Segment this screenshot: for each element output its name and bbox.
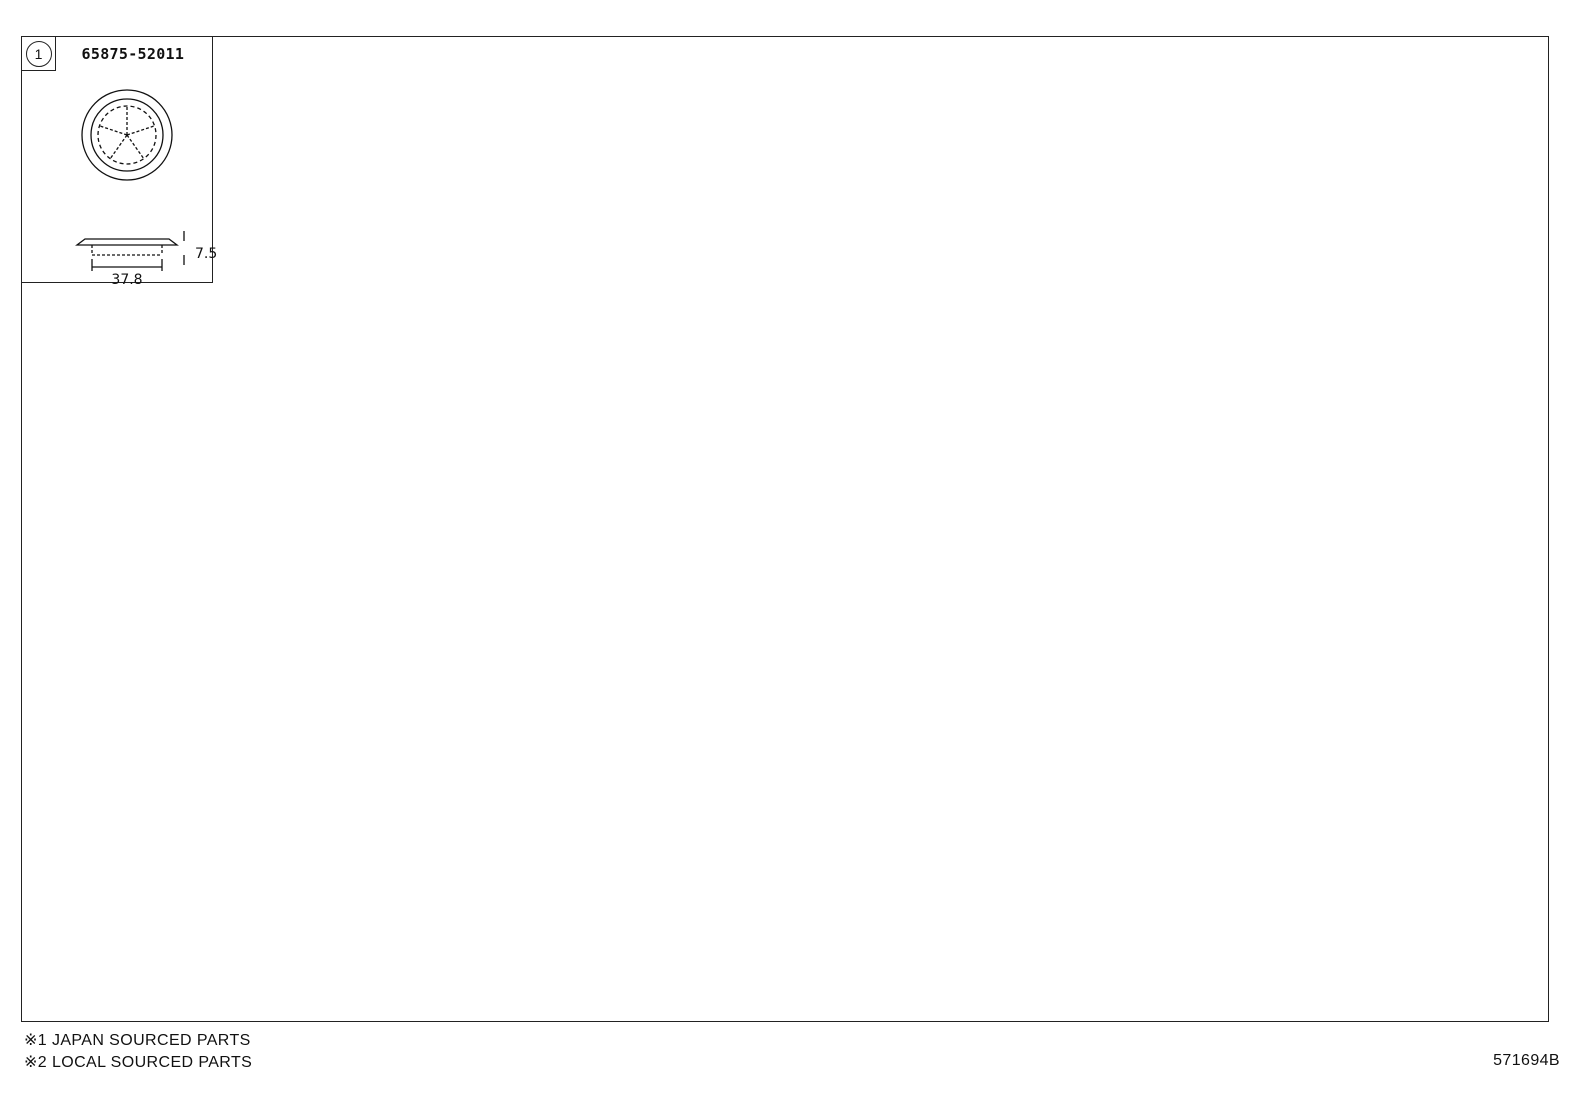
part-number: 65875-52011 [81,45,185,63]
dim-text: 37.8 [111,272,143,288]
illustration-code: 571694B [1493,1052,1560,1069]
parts-grid [21,36,1549,1022]
part-drawing [22,71,218,288]
item-number: 1 [22,37,56,71]
note-local-sourced: ※2 LOCAL SOURCED PARTS [24,1054,253,1071]
dim-text: 7.5 [195,246,218,262]
note-japan-sourced: ※1 JAPAN SOURCED PARTS [24,1032,251,1049]
part-drawing-svg [22,71,218,288]
part-cell [22,37,218,288]
legend-notes [24,1030,252,1074]
